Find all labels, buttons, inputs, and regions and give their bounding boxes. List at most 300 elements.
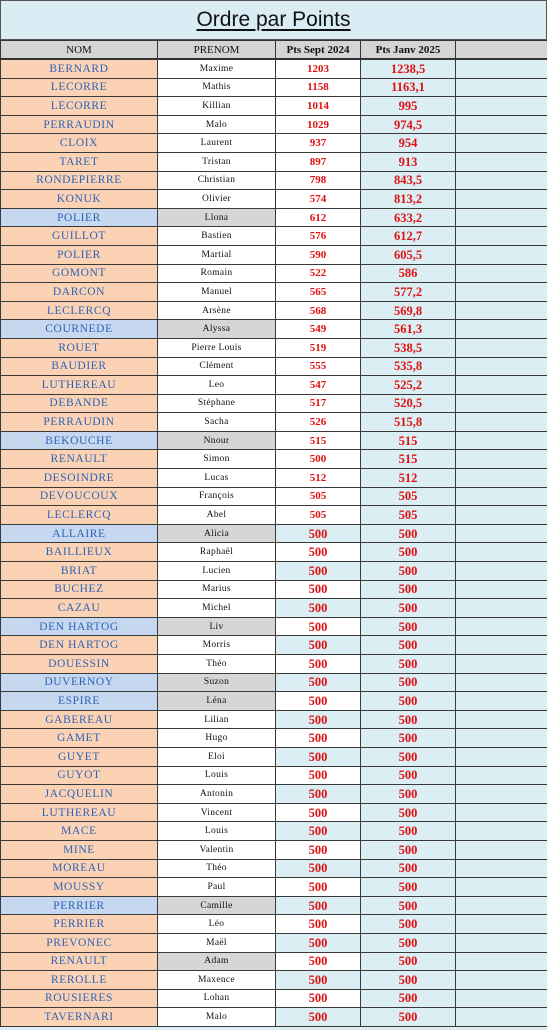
pts-janv-2025-cell: 500	[361, 766, 456, 785]
pts-janv-2025-cell: 500	[361, 785, 456, 804]
pts-sept-2024-cell: 500	[276, 636, 361, 655]
prenom-cell: Alyssa	[158, 320, 276, 339]
table-row	[1, 822, 547, 841]
pts-sept-2024-cell: 590	[276, 245, 361, 264]
pts-sept-2024-cell: 522	[276, 264, 361, 283]
header-pts-sept-2024: Pts Sept 2024	[276, 41, 361, 60]
empty-cell	[456, 766, 547, 785]
prenom-cell: Eloi	[158, 747, 276, 766]
pts-sept-2024-cell: 500	[276, 450, 361, 469]
pts-sept-2024-cell: 937	[276, 134, 361, 153]
pts-sept-2024-cell: 500	[276, 785, 361, 804]
page-title: Ordre par Points	[196, 8, 351, 31]
pts-janv-2025-cell: 995	[361, 97, 456, 116]
table-row	[1, 506, 547, 525]
table-row	[1, 971, 547, 990]
table-row	[1, 190, 547, 209]
nom-cell: MACE	[1, 822, 158, 841]
pts-janv-2025-cell: 500	[361, 673, 456, 692]
pts-janv-2025-cell: 954	[361, 134, 456, 153]
nom-cell: REROLLE	[1, 971, 158, 990]
empty-cell	[456, 710, 547, 729]
nom-cell: COURNEDE	[1, 320, 158, 339]
prenom-cell: Lilian	[158, 710, 276, 729]
empty-cell	[456, 562, 547, 581]
table-row	[1, 208, 547, 227]
prenom-cell: Romain	[158, 264, 276, 283]
pts-sept-2024-cell: 505	[276, 506, 361, 525]
nom-cell: DEBANDE	[1, 394, 158, 413]
empty-cell	[456, 357, 547, 376]
pts-sept-2024-cell: 549	[276, 320, 361, 339]
table-row	[1, 580, 547, 599]
title-bar	[0, 0, 547, 40]
nom-cell: POLIER	[1, 208, 158, 227]
prenom-cell: Abel	[158, 506, 276, 525]
pts-sept-2024-cell: 500	[276, 971, 361, 990]
pts-janv-2025-cell: 500	[361, 710, 456, 729]
nom-cell: PERRAUDIN	[1, 413, 158, 432]
empty-cell	[456, 431, 547, 450]
table-row	[1, 357, 547, 376]
pts-janv-2025-cell: 633,2	[361, 208, 456, 227]
empty-cell	[456, 245, 547, 264]
empty-cell	[456, 115, 547, 134]
nom-cell: LECORRE	[1, 78, 158, 97]
empty-cell	[456, 933, 547, 952]
table-row	[1, 376, 547, 395]
pts-janv-2025-cell: 538,5	[361, 338, 456, 357]
pts-sept-2024-cell: 500	[276, 747, 361, 766]
empty-cell	[456, 376, 547, 395]
pts-janv-2025-cell: 500	[361, 896, 456, 915]
pts-sept-2024-cell: 500	[276, 803, 361, 822]
table-row	[1, 989, 547, 1008]
pts-sept-2024-cell: 517	[276, 394, 361, 413]
table-row	[1, 562, 547, 581]
prenom-cell: Vincent	[158, 803, 276, 822]
pts-janv-2025-cell: 500	[361, 822, 456, 841]
empty-cell	[456, 803, 547, 822]
empty-cell	[456, 729, 547, 748]
prenom-cell: Killian	[158, 97, 276, 116]
empty-cell	[456, 636, 547, 655]
empty-cell	[456, 283, 547, 302]
table-row	[1, 878, 547, 897]
nom-cell: ESPIRE	[1, 692, 158, 711]
table-row	[1, 487, 547, 506]
table-row	[1, 785, 547, 804]
nom-cell: TARET	[1, 152, 158, 171]
table-row	[1, 859, 547, 878]
empty-cell	[456, 320, 547, 339]
table-row	[1, 245, 547, 264]
pts-sept-2024-cell: 500	[276, 1008, 361, 1027]
prenom-cell: Olivier	[158, 190, 276, 209]
pts-janv-2025-cell: 500	[361, 655, 456, 674]
prenom-cell: Clément	[158, 357, 276, 376]
prenom-cell: Valentin	[158, 840, 276, 859]
table-row	[1, 338, 547, 357]
prenom-cell: Hugo	[158, 729, 276, 748]
prenom-cell: Marius	[158, 580, 276, 599]
empty-cell	[456, 971, 547, 990]
pts-janv-2025-cell: 500	[361, 971, 456, 990]
pts-janv-2025-cell: 500	[361, 617, 456, 636]
table-row	[1, 673, 547, 692]
prenom-cell: Louis	[158, 766, 276, 785]
prenom-cell: Théo	[158, 655, 276, 674]
prenom-cell: Maxime	[158, 59, 276, 78]
nom-cell: ROUSIERES	[1, 989, 158, 1008]
nom-cell: GUYOT	[1, 766, 158, 785]
nom-cell: DEN HARTOG	[1, 636, 158, 655]
pts-janv-2025-cell: 500	[361, 989, 456, 1008]
empty-cell	[456, 747, 547, 766]
pts-sept-2024-cell: 505	[276, 487, 361, 506]
pts-janv-2025-cell: 1163,1	[361, 78, 456, 97]
empty-cell	[456, 915, 547, 934]
pts-sept-2024-cell: 500	[276, 562, 361, 581]
nom-cell: MINE	[1, 840, 158, 859]
table-row	[1, 599, 547, 618]
table-row	[1, 543, 547, 562]
empty-cell	[456, 840, 547, 859]
pts-janv-2025-cell: 500	[361, 636, 456, 655]
nom-cell: DUVERNOY	[1, 673, 158, 692]
pts-sept-2024-cell: 1203	[276, 59, 361, 78]
pts-sept-2024-cell: 500	[276, 989, 361, 1008]
prenom-cell: Martial	[158, 245, 276, 264]
nom-cell: RONDEPIERRE	[1, 171, 158, 190]
nom-cell: LUTHEREAU	[1, 803, 158, 822]
pts-janv-2025-cell: 520,5	[361, 394, 456, 413]
pts-sept-2024-cell: 500	[276, 524, 361, 543]
pts-sept-2024-cell: 897	[276, 152, 361, 171]
header-nom: NOM	[1, 41, 158, 60]
table-row	[1, 152, 547, 171]
prenom-cell: Sacha	[158, 413, 276, 432]
nom-cell: GUILLOT	[1, 227, 158, 246]
empty-cell	[456, 152, 547, 171]
prenom-cell: Suzon	[158, 673, 276, 692]
empty-cell	[456, 487, 547, 506]
prenom-cell: Léna	[158, 692, 276, 711]
pts-sept-2024-cell: 500	[276, 617, 361, 636]
pts-janv-2025-cell: 913	[361, 152, 456, 171]
pts-janv-2025-cell: 586	[361, 264, 456, 283]
table-row	[1, 78, 547, 97]
nom-cell: JACQUELIN	[1, 785, 158, 804]
prenom-cell: Maël	[158, 933, 276, 952]
nom-cell: MOUSSY	[1, 878, 158, 897]
pts-janv-2025-cell: 561,3	[361, 320, 456, 339]
prenom-cell: Leo	[158, 376, 276, 395]
pts-janv-2025-cell: 500	[361, 729, 456, 748]
table-row	[1, 617, 547, 636]
nom-cell: BRIAT	[1, 562, 158, 581]
prenom-cell: Tristan	[158, 152, 276, 171]
nom-cell: LECORRE	[1, 97, 158, 116]
nom-cell: GABEREAU	[1, 710, 158, 729]
pts-sept-2024-cell: 500	[276, 543, 361, 562]
table-row	[1, 1008, 547, 1027]
table-row	[1, 933, 547, 952]
nom-cell: LUTHEREAU	[1, 376, 158, 395]
empty-cell	[456, 469, 547, 488]
empty-cell	[456, 859, 547, 878]
empty-cell	[456, 1008, 547, 1027]
empty-cell	[456, 264, 547, 283]
empty-cell	[456, 208, 547, 227]
nom-cell: POLIER	[1, 245, 158, 264]
table-row	[1, 840, 547, 859]
empty-cell	[456, 617, 547, 636]
prenom-cell: Morris	[158, 636, 276, 655]
nom-cell: DESOINDRE	[1, 469, 158, 488]
empty-cell	[456, 543, 547, 562]
pts-sept-2024-cell: 500	[276, 859, 361, 878]
pts-janv-2025-cell: 500	[361, 599, 456, 618]
empty-cell	[456, 673, 547, 692]
pts-janv-2025-cell: 569,8	[361, 301, 456, 320]
pts-sept-2024-cell: 565	[276, 283, 361, 302]
prenom-cell: Christian	[158, 171, 276, 190]
prenom-cell: Antonin	[158, 785, 276, 804]
prenom-cell: Mathis	[158, 78, 276, 97]
prenom-cell: Pierre Louis	[158, 338, 276, 357]
table-row	[1, 134, 547, 153]
table-row	[1, 431, 547, 450]
ranking-table	[0, 40, 547, 1027]
nom-cell: KONUK	[1, 190, 158, 209]
empty-cell	[456, 97, 547, 116]
prenom-cell: Théo	[158, 859, 276, 878]
prenom-cell: Stéphane	[158, 394, 276, 413]
empty-cell	[456, 134, 547, 153]
pts-sept-2024-cell: 500	[276, 655, 361, 674]
table-row	[1, 301, 547, 320]
table-row	[1, 747, 547, 766]
table-row	[1, 766, 547, 785]
pts-janv-2025-cell: 500	[361, 562, 456, 581]
pts-janv-2025-cell: 500	[361, 747, 456, 766]
pts-janv-2025-cell: 605,5	[361, 245, 456, 264]
table-row	[1, 803, 547, 822]
pts-sept-2024-cell: 500	[276, 599, 361, 618]
table-row	[1, 394, 547, 413]
pts-janv-2025-cell: 500	[361, 524, 456, 543]
pts-janv-2025-cell: 505	[361, 506, 456, 525]
prenom-cell: Liv	[158, 617, 276, 636]
pts-sept-2024-cell: 500	[276, 766, 361, 785]
nom-cell: CAZAU	[1, 599, 158, 618]
nom-cell: PERRAUDIN	[1, 115, 158, 134]
empty-cell	[456, 524, 547, 543]
pts-janv-2025-cell: 505	[361, 487, 456, 506]
pts-sept-2024-cell: 500	[276, 673, 361, 692]
nom-cell: BAILLIEUX	[1, 543, 158, 562]
empty-cell	[456, 580, 547, 599]
table-row	[1, 729, 547, 748]
pts-janv-2025-cell: 515,8	[361, 413, 456, 432]
prenom-cell: Camille	[158, 896, 276, 915]
table-row	[1, 692, 547, 711]
empty-cell	[456, 989, 547, 1008]
pts-janv-2025-cell: 515	[361, 450, 456, 469]
nom-cell: GUYET	[1, 747, 158, 766]
nom-cell: ROUET	[1, 338, 158, 357]
pts-janv-2025-cell: 500	[361, 915, 456, 934]
pts-sept-2024-cell: 500	[276, 822, 361, 841]
pts-sept-2024-cell: 798	[276, 171, 361, 190]
prenom-cell: Malo	[158, 115, 276, 134]
header-empty	[456, 41, 547, 60]
nom-cell: LECLERCQ	[1, 301, 158, 320]
nom-cell: BERNARD	[1, 59, 158, 78]
table-row	[1, 896, 547, 915]
nom-cell: CLOIX	[1, 134, 158, 153]
prenom-cell: Adam	[158, 952, 276, 971]
header-prenom: PRENOM	[158, 41, 276, 60]
table-row	[1, 524, 547, 543]
nom-cell: GOMONT	[1, 264, 158, 283]
pts-janv-2025-cell: 1238,5	[361, 59, 456, 78]
pts-janv-2025-cell: 500	[361, 692, 456, 711]
pts-janv-2025-cell: 500	[361, 859, 456, 878]
pts-sept-2024-cell: 515	[276, 431, 361, 450]
prenom-cell: Alicia	[158, 524, 276, 543]
pts-sept-2024-cell: 1029	[276, 115, 361, 134]
nom-cell: LECLERCQ	[1, 506, 158, 525]
empty-cell	[456, 190, 547, 209]
nom-cell: RENAULT	[1, 450, 158, 469]
prenom-cell: Lucas	[158, 469, 276, 488]
prenom-cell: Louis	[158, 822, 276, 841]
pts-janv-2025-cell: 500	[361, 878, 456, 897]
table-row	[1, 469, 547, 488]
pts-sept-2024-cell: 500	[276, 692, 361, 711]
pts-sept-2024-cell: 1158	[276, 78, 361, 97]
pts-sept-2024-cell: 519	[276, 338, 361, 357]
pts-sept-2024-cell: 500	[276, 710, 361, 729]
empty-cell	[456, 896, 547, 915]
pts-sept-2024-cell: 612	[276, 208, 361, 227]
pts-janv-2025-cell: 577,2	[361, 283, 456, 302]
prenom-cell: Léo	[158, 915, 276, 934]
pts-janv-2025-cell: 500	[361, 933, 456, 952]
nom-cell: BUCHEZ	[1, 580, 158, 599]
nom-cell: DEN HARTOG	[1, 617, 158, 636]
pts-sept-2024-cell: 555	[276, 357, 361, 376]
table-row	[1, 413, 547, 432]
pts-janv-2025-cell: 500	[361, 543, 456, 562]
empty-cell	[456, 450, 547, 469]
empty-cell	[456, 692, 547, 711]
table-row	[1, 227, 547, 246]
nom-cell: MOREAU	[1, 859, 158, 878]
pts-janv-2025-cell: 500	[361, 580, 456, 599]
table-row	[1, 952, 547, 971]
pts-sept-2024-cell: 576	[276, 227, 361, 246]
table-row	[1, 636, 547, 655]
pts-janv-2025-cell: 843,5	[361, 171, 456, 190]
prenom-cell: Raphaël	[158, 543, 276, 562]
prenom-cell: Llona	[158, 208, 276, 227]
empty-cell	[456, 655, 547, 674]
table-row	[1, 320, 547, 339]
pts-sept-2024-cell: 568	[276, 301, 361, 320]
table-row	[1, 115, 547, 134]
pts-sept-2024-cell: 526	[276, 413, 361, 432]
table-row	[1, 171, 547, 190]
pts-sept-2024-cell: 500	[276, 878, 361, 897]
pts-sept-2024-cell: 500	[276, 915, 361, 934]
empty-cell	[456, 822, 547, 841]
table-row	[1, 710, 547, 729]
empty-cell	[456, 59, 547, 78]
empty-cell	[456, 785, 547, 804]
pts-janv-2025-cell: 500	[361, 952, 456, 971]
pts-janv-2025-cell: 500	[361, 1008, 456, 1027]
empty-cell	[456, 413, 547, 432]
pts-janv-2025-cell: 512	[361, 469, 456, 488]
pts-sept-2024-cell: 500	[276, 933, 361, 952]
prenom-cell: Bastien	[158, 227, 276, 246]
empty-cell	[456, 338, 547, 357]
pts-sept-2024-cell: 547	[276, 376, 361, 395]
prenom-cell: Michel	[158, 599, 276, 618]
pts-janv-2025-cell: 974,5	[361, 115, 456, 134]
prenom-cell: Manuel	[158, 283, 276, 302]
pts-sept-2024-cell: 500	[276, 729, 361, 748]
empty-cell	[456, 599, 547, 618]
prenom-cell: Laurent	[158, 134, 276, 153]
table-row	[1, 450, 547, 469]
prenom-cell: Nnour	[158, 431, 276, 450]
pts-sept-2024-cell: 574	[276, 190, 361, 209]
pts-janv-2025-cell: 515	[361, 431, 456, 450]
table-row	[1, 97, 547, 116]
pts-sept-2024-cell: 500	[276, 580, 361, 599]
ranking-rows	[1, 59, 547, 1026]
prenom-cell: Lohan	[158, 989, 276, 1008]
nom-cell: RENAULT	[1, 952, 158, 971]
pts-sept-2024-cell: 500	[276, 840, 361, 859]
nom-cell: DARCON	[1, 283, 158, 302]
nom-cell: ALLAIRE	[1, 524, 158, 543]
empty-cell	[456, 171, 547, 190]
nom-cell: PERRIER	[1, 896, 158, 915]
header-row	[1, 41, 547, 60]
prenom-cell: Maxence	[158, 971, 276, 990]
prenom-cell: Arsène	[158, 301, 276, 320]
table-row	[1, 59, 547, 78]
pts-janv-2025-cell: 612,7	[361, 227, 456, 246]
table-row	[1, 283, 547, 302]
pts-janv-2025-cell: 500	[361, 840, 456, 859]
empty-cell	[456, 878, 547, 897]
table-row	[1, 915, 547, 934]
empty-cell	[456, 506, 547, 525]
nom-cell: BEKOUCHE	[1, 431, 158, 450]
prenom-cell: Simon	[158, 450, 276, 469]
pts-sept-2024-cell: 1014	[276, 97, 361, 116]
prenom-cell: Malo	[158, 1008, 276, 1027]
pts-sept-2024-cell: 500	[276, 952, 361, 971]
header-pts-janv-2025: Pts Janv 2025	[361, 41, 456, 60]
nom-cell: DOUESSIN	[1, 655, 158, 674]
